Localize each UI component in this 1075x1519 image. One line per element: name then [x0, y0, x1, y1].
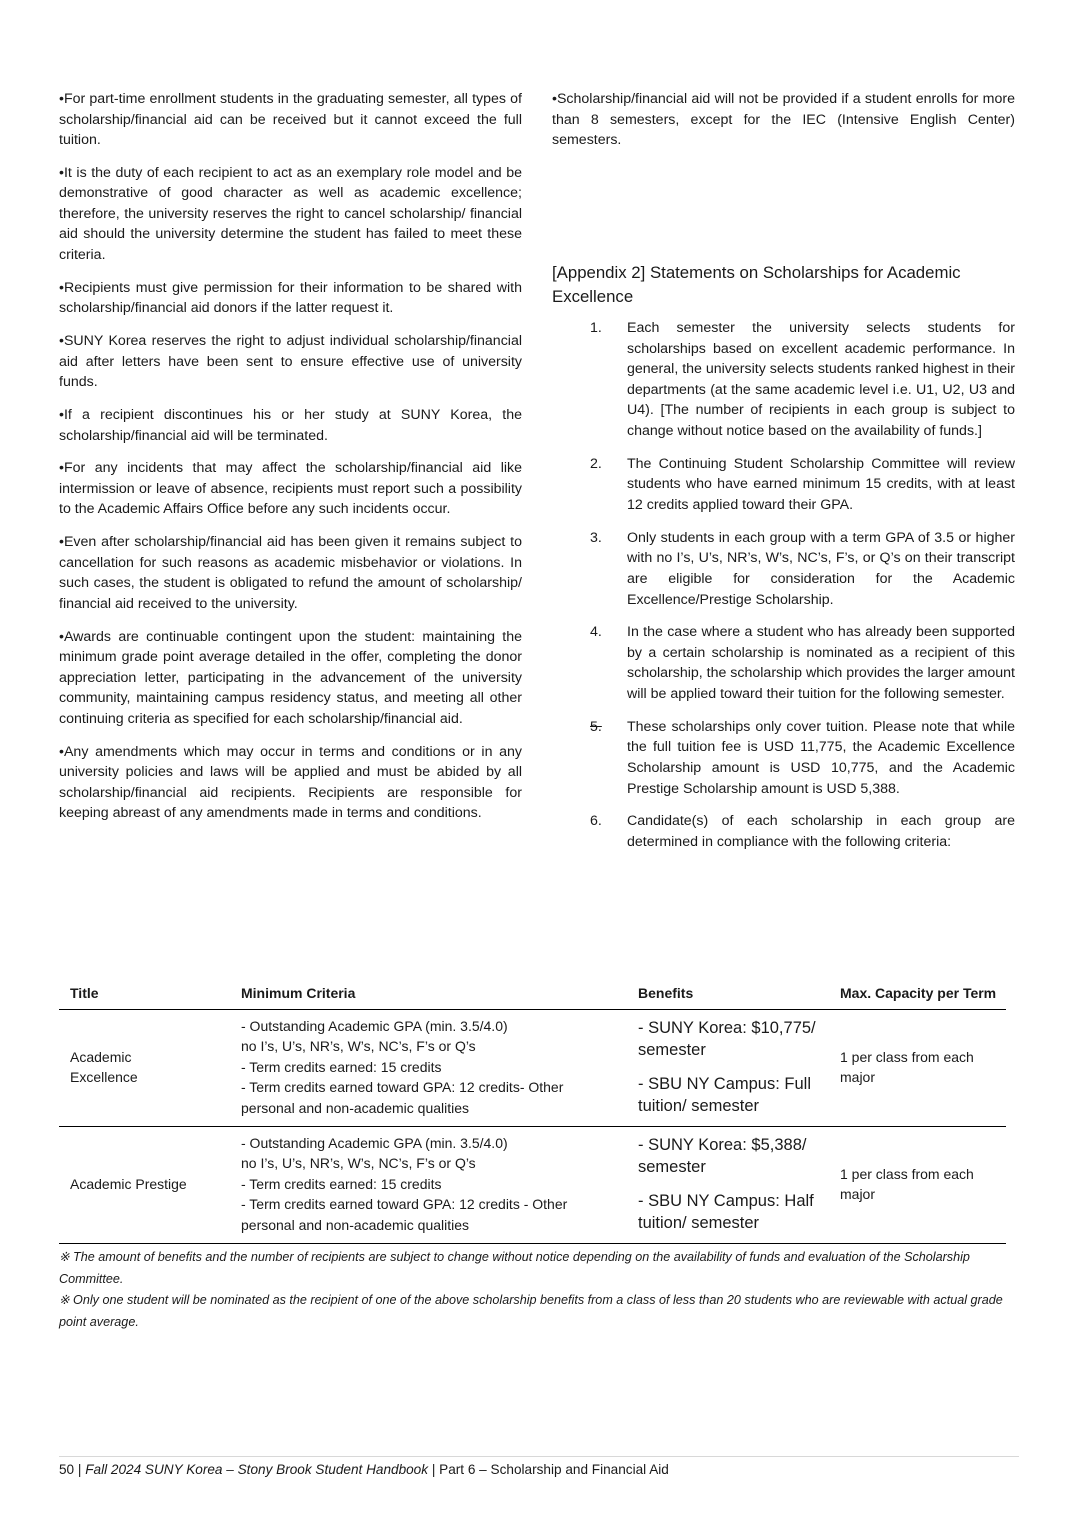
paragraph-cancellation: •Even after scholarship/financial aid has been given it remains subject to cancellation for such reasons as academic misbehavior or violations. In such cases, the student is obligated to refund the amount of scholarship/ financial aid received to the university.: [59, 534, 522, 612]
paragraph-semester-limit: •Scholarship/financial aid will not be provided if a student enrolls for more than 8 semesters, except for the IEC (Intensive English Center) semesters.: [552, 91, 1015, 148]
table-notes: [59, 1247, 1019, 1333]
list-item: [590, 811, 1015, 852]
benefit-line: - SUNY Korea: $10,775/ semester: [638, 1019, 816, 1059]
list-item: [590, 454, 1015, 516]
benefit-line: - SUNY Korea: $5,388/ semester: [638, 1136, 807, 1176]
footer-divider: [59, 1456, 1019, 1457]
table-header-row: [59, 963, 1006, 1010]
capacity-value: 1 per class from each major: [840, 1048, 974, 1085]
cell-benefits: [627, 1010, 829, 1127]
appendix-title: [Appendix 2] Statements on Scholarships for Academic Excellence: [552, 263, 961, 306]
benefit-line: - SBU NY Campus: Full tuition/ semester: [638, 1075, 811, 1115]
page-footer: [59, 1461, 1019, 1479]
list-item-text: Each semester the university selects students for scholarships based on excellent academic performance. In general, the university selects students ranked highest in their departments (at the same academic level i.e. U1, U2, U3 and U4). [The number of recipients in each group is subject to change without notice based on the availability of funds.]: [627, 320, 1016, 439]
list-item: [590, 717, 1015, 799]
criteria-line: - Term credits earned toward GPA: 12 credits - Other personal and non-academic qualities: [241, 1196, 568, 1233]
section-title: Part 6 – Scholarship and Financial Aid: [439, 1462, 669, 1477]
list-item-text: The Continuing Student Scholarship Committee will review students who have earned minimum 15 credits, with at least 12 credits applied toward their GPA.: [627, 455, 1015, 513]
note-benefits-subject-to-change: ※ The amount of benefits and the number of recipients are subject to change without notice depending on the availability of funds and evaluation of the Scholarship Committee.: [59, 1250, 970, 1286]
criteria-line: - Term credits earned: 15 credits: [241, 1058, 442, 1075]
criteria-line: no I’s, U’s, NR’s, W’s, NC’s, F’s or Q’s: [241, 1038, 476, 1055]
cell-capacity: [829, 1010, 1006, 1127]
criteria-line: no I’s, U’s, NR’s, W’s, NC’s, F’s or Q’s: [241, 1155, 476, 1172]
list-number: 2.: [590, 455, 602, 472]
numbered-statements-list: [590, 318, 1015, 865]
cell-criteria: [230, 1127, 627, 1244]
right-column: [552, 89, 1015, 151]
left-column: [59, 89, 522, 836]
list-item-text: These scholarships only cover tuition. Please note that while the full tuition fee is USD 11,775, the Academic Excellence Scholarship amount is USD 10,775, and the Academic Prestige Scholarship amount is USD 5,388.: [627, 718, 1015, 797]
table-row: [59, 1010, 1006, 1127]
handbook-title: Fall 2024 SUNY Korea – Stony Brook Student Handbook: [85, 1462, 429, 1477]
list-number: 4.: [590, 624, 602, 641]
footer-separator: |: [428, 1462, 440, 1477]
paragraph-permission-sharing: •Recipients must give permission for their information to be shared with scholarship/financial aid donors if the latter request it.: [59, 279, 522, 317]
cell-benefits: [627, 1127, 829, 1244]
paragraph-part-time-enrollment: •For part-time enrollment students in the graduating semester, all types of scholarship/financial aid can be received but it cannot exceed the full tuition.: [59, 91, 522, 148]
list-item: [590, 528, 1015, 610]
list-number: 3.: [590, 529, 602, 546]
list-item-text: Only students in each group with a term GPA of 3.5 or higher with no I’s, U’s, NR’s, W’s, NC’s, F’s, or Q’s on their transcript are eligible for consideration for the Academic Excellence/Prestige Scholarship.: [627, 529, 1015, 608]
criteria-line: - Term credits earned toward GPA: 12 credits- Other personal and non-academic qualities: [241, 1079, 564, 1116]
list-item-text: Candidate(s) of each scholarship in each group are determined in compliance with the following criteria:: [627, 813, 1015, 850]
scholarship-table: [59, 963, 1006, 1244]
cell-title: [59, 1127, 230, 1244]
scholarship-title: Academic Excellence: [70, 1048, 138, 1085]
paragraph-recipient-duty: •It is the duty of each recipient to act as an exemplary role model and be demonstrative of good character as well as academic excellence; therefore, the university reserves the right to cancel scholarship/ financial aid should the university determine the student has failed to meet these criteria.: [59, 164, 522, 263]
column-header-title: Title: [59, 963, 230, 1010]
capacity-value: 1 per class from each major: [840, 1165, 974, 1202]
paragraph-incident-reporting: •For any incidents that may affect the scholarship/financial aid like intermission or leave of absence, recipients must report such a possibility to the Academic Affairs Office before any such incidents occur.: [59, 460, 522, 518]
list-item-text: In the case where a student who has already been supported by a certain scholarship is nominated as a recipient of this scholarship, the scholarship which provides the larger amount will be applied toward their tuition for the following semester.: [627, 624, 1015, 703]
criteria-line: - Outstanding Academic GPA (min. 3.5/4.0): [241, 1017, 508, 1034]
page-number: 50: [59, 1462, 75, 1477]
list-item: [590, 622, 1015, 704]
table-row: [59, 1127, 1006, 1244]
scholarship-title: Academic Prestige: [70, 1175, 187, 1192]
column-header-capacity: Max. Capacity per Term: [829, 963, 1006, 1010]
column-header-criteria: Minimum Criteria: [230, 963, 627, 1010]
benefit-line: - SBU NY Campus: Half tuition/ semester: [638, 1192, 814, 1232]
paragraph-discontinue-study: •If a recipient discontinues his or her study at SUNY Korea, the scholarship/financial aid will be terminated.: [59, 407, 522, 444]
paragraph-amendments: •Any amendments which may occur in terms and conditions or in any university policies and laws will be applied and must be abided by all scholarship/financial aid recipients. Recipients are responsible for keeping abreast of any amendments made in terms and conditions.: [59, 743, 522, 822]
paragraph-adjust-aid: •SUNY Korea reserves the right to adjust individual scholarship/financial aid after letters have been sent to ensure effective use of university funds.: [59, 333, 522, 391]
column-header-benefits: Benefits: [627, 963, 829, 1010]
list-number: 6.: [590, 813, 602, 830]
criteria-line: - Outstanding Academic GPA (min. 3.5/4.0): [241, 1134, 508, 1151]
list-item: [590, 318, 1015, 442]
paragraph-continuable-awards: •Awards are continuable contingent upon the student: maintaining the minimum grade point average detailed in the offer, completing the donor appreciation letter, participating in the advancement of the university community, maintaining campus residency status, and meeting all other continuing criteria as specified for each scholarship/financial aid.: [59, 628, 522, 727]
list-number: 1.: [590, 320, 602, 336]
criteria-line: - Term credits earned: 15 credits: [241, 1175, 442, 1192]
cell-title: [59, 1010, 230, 1127]
cell-capacity: [829, 1127, 1006, 1244]
note-single-nominee: ※ Only one student will be nominated as the recipient of one of the above scholarship benefits from a class of less than 20 students who are reviewable with actual grade point average.: [59, 1293, 1003, 1329]
footer-separator: |: [74, 1462, 86, 1477]
list-number-struck: 5.: [590, 718, 602, 735]
cell-criteria: [230, 1010, 627, 1127]
